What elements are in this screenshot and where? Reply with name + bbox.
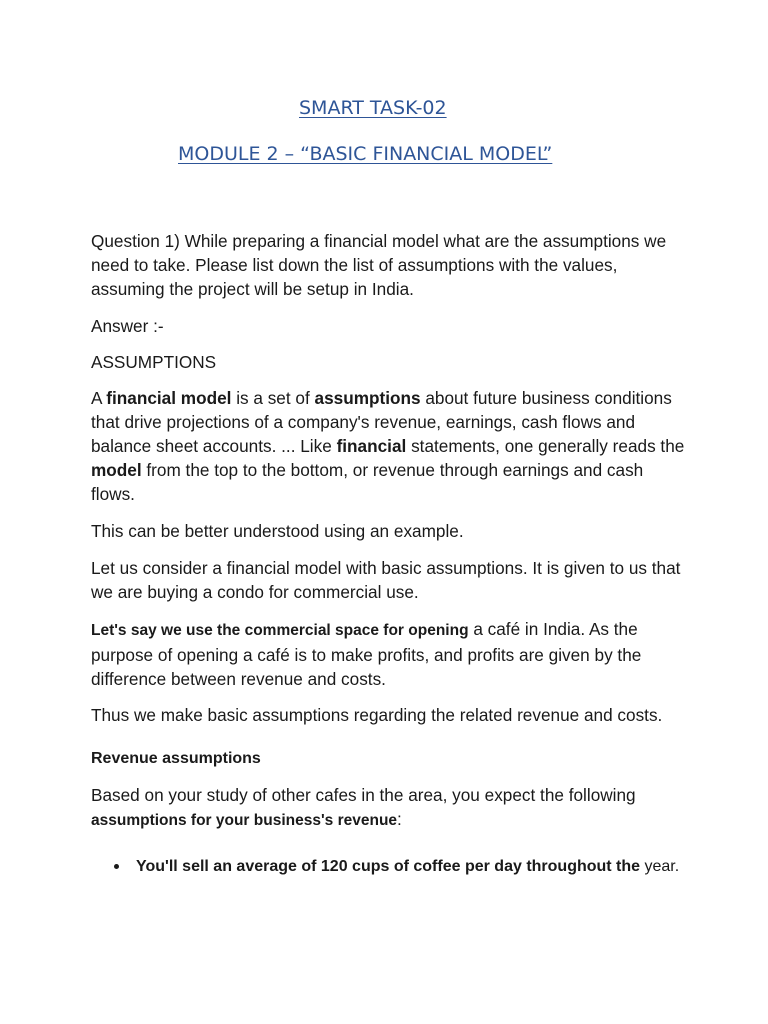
consider-paragraph: Let us consider a financial model with basic assumptions. It is given to us that we are buying a condo for commercial use. bbox=[91, 558, 681, 602]
question-text: ) While preparing a financial model what are the assumptions we need to take. Please list down the list of assumptions with the values, assuming the project will be setup in India. bbox=[91, 231, 667, 299]
definition-paragraph bbox=[91, 386, 691, 506]
example-paragraph: This can be better understood using an example. bbox=[91, 521, 464, 541]
answer-label: Answer :- bbox=[91, 316, 164, 336]
cafe-bold-text: Let's say we use the commercial space for opening bbox=[91, 622, 469, 639]
question-paragraph bbox=[91, 229, 691, 301]
list-item bbox=[91, 852, 691, 881]
based-paragraph bbox=[91, 783, 691, 833]
task-title: SMART TASK-02 bbox=[299, 97, 447, 119]
revenue-heading: Revenue assumptions bbox=[91, 750, 261, 767]
definition-bold-4: model bbox=[91, 460, 142, 480]
question-label: Question 1 bbox=[91, 231, 175, 251]
assumptions-heading: ASSUMPTIONS bbox=[91, 352, 217, 372]
bullet-rest-text: year. bbox=[640, 858, 680, 875]
thus-paragraph: Thus we make basic assumptions regarding the related revenue and costs. bbox=[91, 705, 663, 725]
definition-bold-2: assumptions bbox=[314, 388, 421, 408]
bullet-dot-icon bbox=[114, 864, 119, 869]
definition-text-5: from the top to the bottom, or revenue through earnings and cash flows. bbox=[91, 460, 644, 504]
based-text: Based on your study of other cafes in the area, you expect the following bbox=[91, 785, 636, 805]
cafe-rest-text: a café in India. As the purpose of opening a café is to make profits, and profits are given by the difference between revenue and costs. bbox=[91, 619, 642, 689]
revenue-bullet-list bbox=[91, 852, 691, 881]
cafe-paragraph bbox=[91, 617, 691, 691]
based-end-text: : bbox=[397, 809, 402, 829]
definition-text-2: is a set of bbox=[231, 388, 315, 408]
definition-text-1: A bbox=[91, 388, 107, 408]
definition-bold-3: financial bbox=[336, 436, 407, 456]
based-bold-text: assumptions for your business's revenue bbox=[91, 812, 398, 829]
definition-text-4: statements, one generally reads the bbox=[406, 436, 685, 456]
definition-bold-1: financial model bbox=[106, 388, 232, 408]
definition-text-3: about future business conditions that drive projections of a company's revenue, earnings, cash flows and balance sheet accounts. ... Like bbox=[91, 388, 672, 456]
module-title: MODULE 2 – “BASIC FINANCIAL MODEL” bbox=[178, 143, 553, 165]
bullet-bold-text: You'll sell an average of 120 cups of coffee per day throughout the bbox=[136, 858, 641, 875]
